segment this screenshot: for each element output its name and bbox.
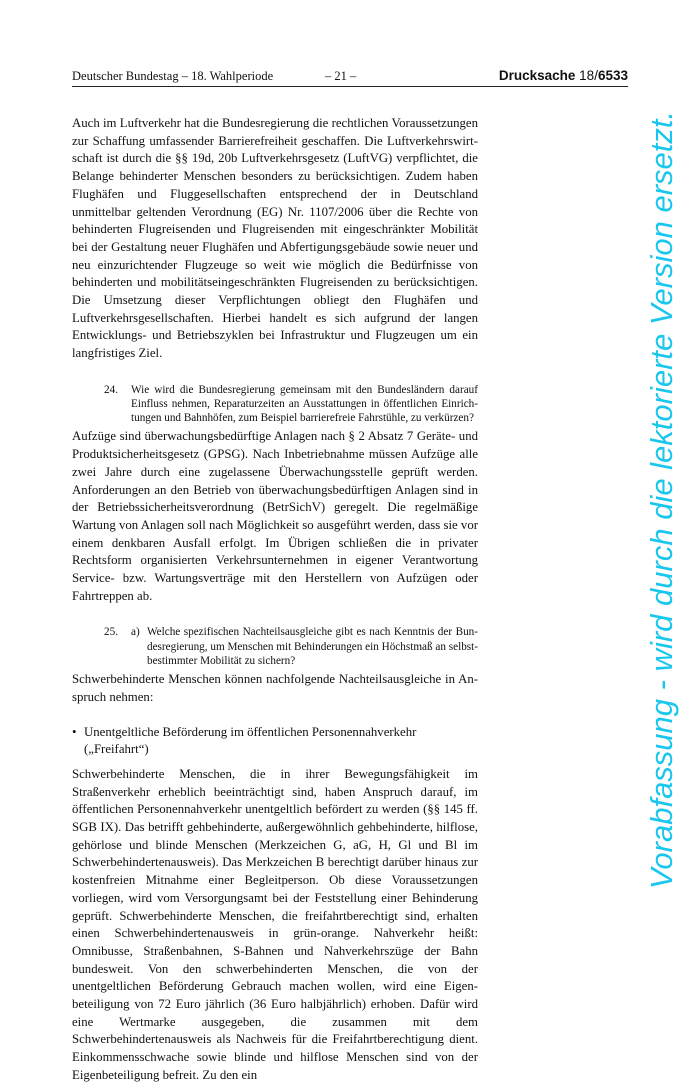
header-page-number: – 21 – [325,69,357,83]
paragraph-aufzuege: Aufzüge sind überwachungsbedürftige Anlagen nach § 2 Absatz 7 Geräte- und Produktsicherheitsgesetz (GPSG). Nach Inbetriebnahme müssen Aufzüge alle zwei Jahre durch eine zugelassene Überwachungsstelle geprüft werden. Anforderungen an den Betrieb von überwachungsbedürftigen Anlagen sind in der Betriebssicherheitsverordnung (BetrSichV) geregelt. Die regelmäßige Wartung von Anlagen soll nach Möglichkeit so ausgeführt werden, dass sie vor einem denkbaren Ausfall erfolgt. Im Übrigen schließen die in privater Rechtsform organisierten Verkehrsunternehmen in eigener Verantwortung Service- bzw. Wartungsverträge mit den Herstellern von Aufzügen oder Fahrtreppen ab. [72,429,478,603]
page-header [72,67,628,85]
question-25-text: Welche spezifischen Nachteilsausgleiche gibt es nach Kenntnis der Bundesregierung, um Menschen mit Behinderungen ein Höchstmaß an selbstbestimmter Mobilität zu sichern? [147,626,478,667]
question-25-number: 25. [104,626,118,639]
bullet-freifahrt-text: Unentgeltliche Beförderung im öffentlichen Personennahverkehr („Freifahrt“) [84,724,417,757]
paragraph-luftverkehr: Auch im Luftverkehr hat die Bundesregierung die rechtlichen Voraussetzungen zur Schaffung umfassender Barrierefreiheit geschaffen. Die Luftverkehrswirtschaft ist durch die §§ 19d, 20b Luftverkehrsgesetz (LuftVG) verpflichtet, die Belange behinderter Menschen besonders zu berücksichtigen. Zudem haben Flughäfen und Fluggesellschaften entsprechend der in Deutschland unmittelbar geltenden Verordnung (EG) Nr. 1107/2006 über die Rechte von behinderten Flugreisenden und Flugreisenden mit eingeschränkter Mobilität bei der Gestaltung neuer Flughäfen und Abfertigungsgebäude sowie neuer und neu einzurichtender Flugzeuge so weit wie möglich die Bedürfnisse von behinderten und mobilitätseingeschränkten Flugreisenden zu berücksichtigen. Die Umsetzung dieser Verpflichtungen obliegt den Flughäfen und Luftverkehrsgesellschaften. Hierbei handelt es sich aufgrund der langen Entwicklungs- und Betriebszyklen bei Infrastruktur und Flugzeugen um ein langfristiges Ziel. [72,116,478,361]
bullet-dot-icon: • [72,724,77,739]
question-24-text: Wie wird die Bundesregierung gemeinsam mit den Bundesländern darauf Einfluss nehmen, Reparaturzeiten an Ausstattungen in öffentlichen Einrichtungen und Bahnhöfen, zum Beispiel barrierefreie Fahrstühle, zu verkürzen? [131,383,478,425]
paragraph-freifahrt: Schwerbehinderte Menschen, die in ihrer Bewegungsfähigkeit im Straßenverkehr erheblich beeinträchtigt sind, haben Anspruch darauf, im öffentlichen Personennahverkehr unentgeltlich befördert zu werden (§§ 145 ff. SGB IX). Das betrifft gehbehinderte, außergewöhnlich gehbehinderte, hilflose, gehörlose und blinde Menschen (Merkzeichen G, aG, H, Gl und Bl im Schwerbehindertenausweis). Das Merkzeichen B berechtigt darüber hinaus zur kostenfreien Mitnahme einer Begleitperson. Ob diese Voraussetzungen vorliegen, wird vom Versorgungsamt bei der Feststellung einer Behinderung geprüft. Schwerbehinderte Menschen, die freifahrtberechtigt sind, erhalten einen Schwerbehindertenausweis in grün-orange. Nahverkehr heißt: Omnibusse, Straßenbahnen, S-Bahnen und Nahverkehrszüge der Bahn bundesweit. Von den schwerbehinderten Menschen, die von der unentgeltlichen Beförderung Gebrauch machen wollen, wird eine Eigenbeteiligung von 72 Euro jährlich (36 Euro halbjährlich) erhoben. Dafür wird eine Wertmarke ausgegeben, die zusammen mit dem Schwerbehindertenausweis als Nachweis für die Freifahrtberechtigung dient. Einkommensschwache sowie blinde und hilflose Menschen sind von der Eigenbeteiligung befreit. Zu den ein [72,766,478,1082]
header-document-number [499,67,628,85]
watermark-vorabfassung: Vorabfassung - wird durch die lektorierte Version ersetzt. [644,110,679,890]
header-drucksache-prefix: 18/ [579,68,598,83]
document-body [72,115,478,1085]
header-drucksache-label: Drucksache [498,68,576,83]
header-publication: Deutscher Bundestag – 18. Wahlperiode [72,69,274,83]
question-25 [104,625,478,668]
question-24 [104,383,478,426]
header-rule [72,86,628,87]
question-25-subletter: a) [131,626,140,639]
paragraph-nachteilsausgleiche-intro: Schwerbehinderte Menschen können nachfolgende Nachteilsausgleiche in Anspruch nehmen: [72,672,478,704]
header-drucksache-number: 6533 [597,68,628,83]
bullet-freifahrt [72,724,478,759]
question-24-number: 24. [104,383,118,396]
